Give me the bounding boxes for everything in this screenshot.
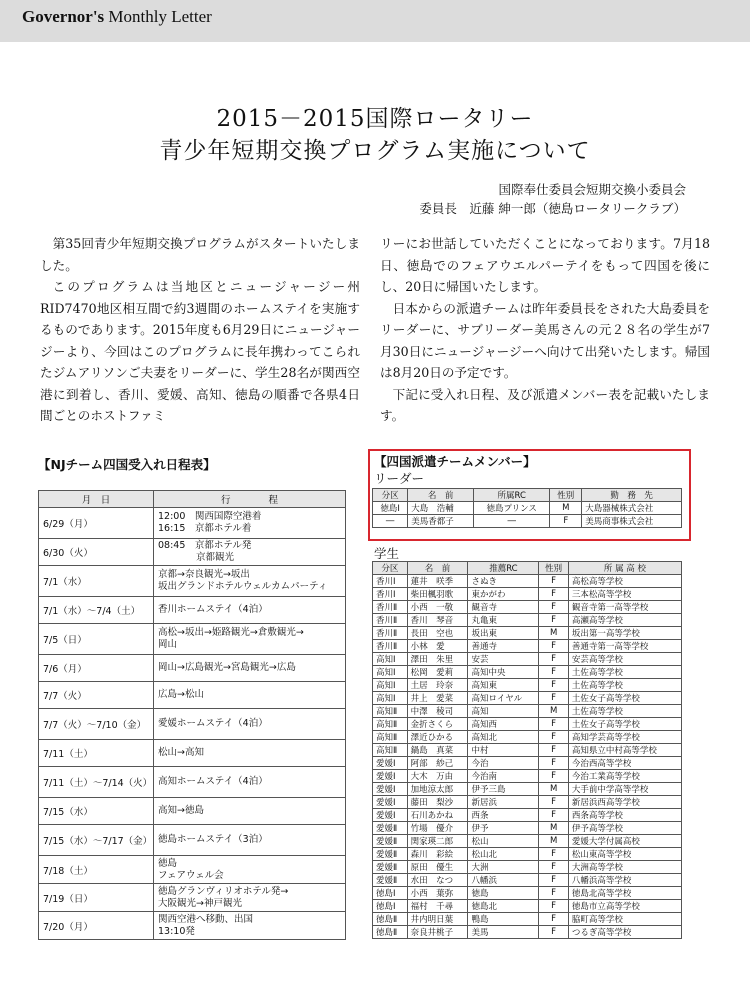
schedule-row [39, 912, 346, 940]
student-cell: F [539, 861, 569, 874]
student-cell: F [539, 692, 569, 705]
schedule-row [39, 709, 346, 740]
student-cell: F [539, 913, 569, 926]
leader-cell: 美馬香都子 [408, 515, 474, 528]
paragraph: 日本からの派遣チームは昨年委員長をされた大島委員をリーダーに、サブリーダー美馬さんの元２８名の学生が7月30日にニュージャージーへ向けて出発いたします。帰国は8月20日の予定です。 [380, 300, 710, 380]
student-cell: 長田 空也 [407, 627, 468, 640]
student-cell: 福村 千尋 [407, 900, 468, 913]
schedule-plan: 高松→坂出→姫路観光→倉敷観光→ 岡山 [154, 624, 346, 655]
student-cell: 土佐女子高等学校 [568, 718, 681, 731]
student-cell: 松山北 [468, 848, 539, 861]
schedule-row [39, 624, 346, 655]
schedule-row [39, 597, 346, 624]
student-cell: 坂出東 [468, 627, 539, 640]
student-cell: 徳島Ⅰ [373, 900, 408, 913]
schedule-date: 7/11（土）～7/14（火） [39, 767, 154, 798]
student-cell: M [539, 627, 569, 640]
student-cell: 東かがわ [468, 588, 539, 601]
student-cell: F [539, 588, 569, 601]
student-cell: 鍋島 真菜 [407, 744, 468, 757]
student-cell: M [539, 783, 569, 796]
student-cell: 松岡 愛莉 [407, 666, 468, 679]
schedule-date: 7/6（月） [39, 655, 154, 682]
leader-col-header: 所属RC [474, 489, 550, 502]
student-cell: 水田 なつ [407, 874, 468, 887]
schedule-date: 7/7（火） [39, 682, 154, 709]
student-cell: 今治工業高等学校 [568, 770, 681, 783]
student-cell: 大手前中学高等学校 [568, 783, 681, 796]
leader-row [373, 502, 682, 515]
student-cell: 愛媛大学付属高校 [568, 835, 681, 848]
student-row [373, 861, 682, 874]
schedule-row [39, 655, 346, 682]
student-cell: F [539, 770, 569, 783]
student-row [373, 588, 682, 601]
student-cell: 関家瑛二郎 [407, 835, 468, 848]
schedule-date: 7/20（月） [39, 912, 154, 940]
student-row [373, 627, 682, 640]
student-cell: F [539, 666, 569, 679]
student-cell: 愛媛Ⅰ [373, 809, 408, 822]
student-cell: 中澤 稜司 [407, 705, 468, 718]
student-cell: 脇町高等学校 [568, 913, 681, 926]
schedule-date: 7/5（日） [39, 624, 154, 655]
student-row [373, 926, 682, 939]
student-cell: 松山 [468, 835, 539, 848]
student-cell: M [539, 705, 569, 718]
student-cell: 美馬 [468, 926, 539, 939]
student-cell: M [539, 835, 569, 848]
schedule-table [38, 490, 346, 940]
student-cell: 伊予 [468, 822, 539, 835]
student-row [373, 900, 682, 913]
student-cell: 伊予三島 [468, 783, 539, 796]
schedule-date: 7/1（水）～7/4（土） [39, 597, 154, 624]
leader-col-header: 性別 [550, 489, 582, 502]
schedule-col-date: 月 日 [39, 491, 154, 508]
schedule-plan: 岡山→広島観光→宮島観光→広島 [154, 655, 346, 682]
schedule-date: 6/29（月） [39, 508, 154, 539]
body-right-column [380, 233, 710, 427]
student-cell: さぬき [468, 575, 539, 588]
student-cell: 高知Ⅰ [373, 666, 408, 679]
student-row [373, 614, 682, 627]
student-row [373, 692, 682, 705]
student-cell: 高知Ⅱ [373, 718, 408, 731]
student-cell: 香川Ⅱ [373, 601, 408, 614]
paragraph: このプログラムは当地区とニュージャージー州RID7470地区相互間で約3週間のホームステイを実施するものであります。2015年度も6月29日にニュージャージーより、今回はこのプログラムに長年携わってこられたジムアリソンご夫妻をリーダーに、学生28名が関西空港に到着し、香川、愛媛、高知、徳島の順番で各県4日間ごとのホストファミ [40, 279, 360, 423]
schedule-date: 7/11（土） [39, 740, 154, 767]
schedule-date: 7/7（火）～7/10（金） [39, 709, 154, 740]
student-cell: F [539, 614, 569, 627]
student-cell: 愛媛Ⅱ [373, 822, 408, 835]
student-cell: 竹場 優介 [407, 822, 468, 835]
student-row [373, 783, 682, 796]
student-cell: 今治 [468, 757, 539, 770]
leader-cell: 徳島Ⅰ [373, 502, 408, 515]
student-cell: F [539, 679, 569, 692]
student-row [373, 770, 682, 783]
student-cell: 小西 葉弥 [407, 887, 468, 900]
student-col-header: 所 属 高 校 [568, 562, 681, 575]
student-cell: 澤田 朱里 [407, 653, 468, 666]
student-cell: 高知Ⅰ [373, 653, 408, 666]
student-col-header: 分区 [373, 562, 408, 575]
student-cell: 観音寺 [468, 601, 539, 614]
student-cell: 高知Ⅱ [373, 731, 408, 744]
student-cell: 安芸 [468, 653, 539, 666]
student-cell: F [539, 848, 569, 861]
student-cell: 徳島Ⅱ [373, 913, 408, 926]
student-cell: 愛媛Ⅱ [373, 848, 408, 861]
members-heading: 【四国派遣チームメンバー】 [374, 454, 536, 469]
student-cell: 高知Ⅰ [373, 679, 408, 692]
student-cell: 高知東 [468, 679, 539, 692]
student-cell: 香川Ⅱ [373, 640, 408, 653]
student-cell: 蓮井 咲季 [407, 575, 468, 588]
student-row [373, 796, 682, 809]
student-cell: 小林 愛 [407, 640, 468, 653]
student-cell: 高知Ⅱ [373, 705, 408, 718]
student-cell: F [539, 640, 569, 653]
author-org: 国際奉仕委員会短期交換小委員会 [498, 182, 686, 197]
student-cell: 八幡浜 [468, 874, 539, 887]
students-table [372, 561, 682, 939]
schedule-row [39, 740, 346, 767]
student-cell: 高知学芸高等学校 [568, 731, 681, 744]
schedule-plan: 徳島ホームステイ（3泊） [154, 825, 346, 856]
student-row [373, 653, 682, 666]
article-title-line1: 2015－2015国際ロータリー [216, 106, 534, 132]
leader-cell: 大島器械株式会社 [582, 502, 682, 515]
student-cell: F [539, 926, 569, 939]
student-cell: F [539, 601, 569, 614]
schedule-row [39, 566, 346, 597]
student-cell: 大洲 [468, 861, 539, 874]
schedule-plan: 高知ホームステイ（4泊） [154, 767, 346, 798]
schedule-plan: 高知→徳島 [154, 798, 346, 825]
student-cell: 土居 玲奈 [407, 679, 468, 692]
schedule-date: 7/15（水）～7/17（金） [39, 825, 154, 856]
student-cell: 高知県立中村高等学校 [568, 744, 681, 757]
student-cell: 今治南 [468, 770, 539, 783]
leader-cell: 大島 浩輔 [408, 502, 474, 515]
student-cell: 土佐高等学校 [568, 679, 681, 692]
student-row [373, 809, 682, 822]
leader-cell: ― [373, 515, 408, 528]
schedule-plan: 京都→奈良観光→坂出 坂出グランドホテルウェルカムパーティ [154, 566, 346, 597]
student-cell: 香川Ⅰ [373, 588, 408, 601]
leader-cell: M [550, 502, 582, 515]
schedule-row [39, 508, 346, 539]
student-cell: 伊予高等学校 [568, 822, 681, 835]
student-cell: 新居浜西高等学校 [568, 796, 681, 809]
student-cell: 観音寺第一高等学校 [568, 601, 681, 614]
schedule-row [39, 825, 346, 856]
schedule-date: 7/15（水） [39, 798, 154, 825]
schedule-plan: 愛媛ホームステイ（4泊） [154, 709, 346, 740]
student-cell: 奈良井桃子 [407, 926, 468, 939]
leader-cell: ― [474, 515, 550, 528]
student-cell: 高知中央 [468, 666, 539, 679]
student-row [373, 575, 682, 588]
student-cell: 柴田楓羽歌 [407, 588, 468, 601]
student-row [373, 874, 682, 887]
student-cell: 香川Ⅱ [373, 614, 408, 627]
student-cell: 愛媛Ⅰ [373, 757, 408, 770]
student-row [373, 705, 682, 718]
student-row [373, 822, 682, 835]
student-cell: 高知Ⅰ [373, 692, 408, 705]
student-cell: 愛媛Ⅱ [373, 861, 408, 874]
student-cell: 徳島Ⅱ [373, 926, 408, 939]
student-cell: F [539, 757, 569, 770]
leader-cell: 徳島プリンス [474, 502, 550, 515]
article-title-line2: 青少年短期交換プログラム実施について [159, 138, 591, 164]
schedule-row [39, 884, 346, 912]
student-cell: F [539, 809, 569, 822]
student-cell: 徳島北 [468, 900, 539, 913]
student-cell: 三本松高等学校 [568, 588, 681, 601]
student-cell: 新居浜 [468, 796, 539, 809]
schedule-plan: 12:00 関西国際空港着 16:15 京都ホテル着 [154, 508, 346, 539]
student-cell: 井内明日葉 [407, 913, 468, 926]
student-cell: 愛媛Ⅰ [373, 796, 408, 809]
student-row [373, 887, 682, 900]
leader-col-header: 分区 [373, 489, 408, 502]
student-row [373, 757, 682, 770]
student-cell: 今治西高等学校 [568, 757, 681, 770]
schedule-plan: 08:45 京都ホテル発 京都観光 [154, 539, 346, 566]
leader-col-header: 勤 務 先 [582, 489, 682, 502]
schedule-date: 7/18（土） [39, 856, 154, 884]
student-cell: 加地涼太郎 [407, 783, 468, 796]
student-cell: F [539, 718, 569, 731]
schedule-plan: 香川ホームステイ（4泊） [154, 597, 346, 624]
student-cell: 高知北 [468, 731, 539, 744]
leader-col-header: 名 前 [408, 489, 474, 502]
student-cell: 香川 琴音 [407, 614, 468, 627]
student-cell: 松山東高等学校 [568, 848, 681, 861]
author-name: 委員長 近藤 紳一郎（徳島ロータリークラブ） [419, 201, 686, 216]
student-row [373, 913, 682, 926]
student-cell: 森川 彩絵 [407, 848, 468, 861]
student-cell: 鴨島 [468, 913, 539, 926]
schedule-plan: 徳島グランヴィリオホテル発→ 大阪観光→神戸観光 [154, 884, 346, 912]
student-cell: 西条 [468, 809, 539, 822]
paragraph: 第35回青少年短期交換プログラムがスタートいたしました。 [40, 236, 360, 273]
student-cell: 香川Ⅰ [373, 575, 408, 588]
schedule-row [39, 856, 346, 884]
student-cell: 八幡浜高等学校 [568, 874, 681, 887]
student-cell: 徳島 [468, 887, 539, 900]
student-cell: F [539, 744, 569, 757]
student-cell: 愛媛Ⅱ [373, 874, 408, 887]
schedule-row [39, 539, 346, 566]
schedule-row [39, 798, 346, 825]
student-cell: 愛媛Ⅱ [373, 835, 408, 848]
student-row [373, 835, 682, 848]
student-cell: 愛媛Ⅰ [373, 770, 408, 783]
student-cell: F [539, 653, 569, 666]
student-cell: M [539, 822, 569, 835]
schedule-plan: 関西空港へ移動、出国 13:10発 [154, 912, 346, 940]
student-row [373, 848, 682, 861]
student-cell: つるぎ高等学校 [568, 926, 681, 939]
paragraph: 下記に受入れ日程、及び派遣メンバー表を記載いたします。 [380, 386, 710, 423]
schedule-heading: 【NJチーム四国受入れ日程表】 [38, 457, 216, 472]
schedule-plan: 松山→高知 [154, 740, 346, 767]
student-label: 学生 [374, 546, 400, 561]
student-cell: 善通寺第一高等学校 [568, 640, 681, 653]
student-cell: 小西 一敬 [407, 601, 468, 614]
student-col-header: 推薦RC [468, 562, 539, 575]
schedule-plan: 広島→松山 [154, 682, 346, 709]
schedule-row [39, 767, 346, 798]
student-cell: 愛媛Ⅰ [373, 783, 408, 796]
student-cell: 徳島市立高等学校 [568, 900, 681, 913]
student-cell: F [539, 575, 569, 588]
schedule-col-plan: 行 程 [154, 491, 346, 508]
student-row [373, 666, 682, 679]
student-cell: 大洲高等学校 [568, 861, 681, 874]
student-cell: 徳島北高等学校 [568, 887, 681, 900]
schedule-row [39, 682, 346, 709]
student-cell: 高知ロイヤル [468, 692, 539, 705]
newsletter-header [0, 0, 750, 42]
student-cell: 井上 愛菜 [407, 692, 468, 705]
student-cell: 中村 [468, 744, 539, 757]
schedule-date: 7/19（日） [39, 884, 154, 912]
student-cell: 澤近ひかる [407, 731, 468, 744]
student-cell: 高松高等学校 [568, 575, 681, 588]
schedule-plan: 徳島 フェアウェル会 [154, 856, 346, 884]
student-cell: F [539, 874, 569, 887]
student-cell: 香川Ⅱ [373, 627, 408, 640]
student-cell: F [539, 900, 569, 913]
schedule-date: 6/30（火） [39, 539, 154, 566]
student-row [373, 679, 682, 692]
student-cell: 高知西 [468, 718, 539, 731]
student-cell: 坂出第一高等学校 [568, 627, 681, 640]
student-cell: 原田 優生 [407, 861, 468, 874]
leader-row [373, 515, 682, 528]
student-cell: 土佐高等学校 [568, 666, 681, 679]
student-cell: 大木 万由 [407, 770, 468, 783]
student-col-header: 性別 [539, 562, 569, 575]
leaders-table [372, 488, 682, 528]
student-cell: 土佐女子高等学校 [568, 692, 681, 705]
newsletter-title: Governor's Monthly Letter [22, 7, 212, 26]
student-col-header: 名 前 [407, 562, 468, 575]
student-cell: 善通寺 [468, 640, 539, 653]
student-row [373, 744, 682, 757]
leader-cell: F [550, 515, 582, 528]
leader-label: リーダー [374, 471, 425, 486]
student-cell: F [539, 887, 569, 900]
student-cell: 高知 [468, 705, 539, 718]
student-cell: F [539, 796, 569, 809]
student-cell: F [539, 731, 569, 744]
student-row [373, 601, 682, 614]
schedule-date: 7/1（水） [39, 566, 154, 597]
paragraph: リーにお世話していただくことになっております。7月18日、徳島でのフェアウエルパーテイをもって四国を後にし、20日に帰国いたします。 [380, 236, 710, 294]
student-cell: 石川あかね [407, 809, 468, 822]
student-cell: 土佐高等学校 [568, 705, 681, 718]
student-cell: 阿部 紗己 [407, 757, 468, 770]
student-cell: 高瀬高等学校 [568, 614, 681, 627]
student-cell: 藤田 梨沙 [407, 796, 468, 809]
leader-cell: 美馬商事株式会社 [582, 515, 682, 528]
student-cell: 徳島Ⅰ [373, 887, 408, 900]
student-cell: 西条高等学校 [568, 809, 681, 822]
student-row [373, 718, 682, 731]
student-cell: 金折さくら [407, 718, 468, 731]
student-row [373, 731, 682, 744]
body-left-column [40, 233, 360, 427]
student-cell: 丸亀東 [468, 614, 539, 627]
student-row [373, 640, 682, 653]
student-cell: 安芸高等学校 [568, 653, 681, 666]
student-cell: 高知Ⅱ [373, 744, 408, 757]
